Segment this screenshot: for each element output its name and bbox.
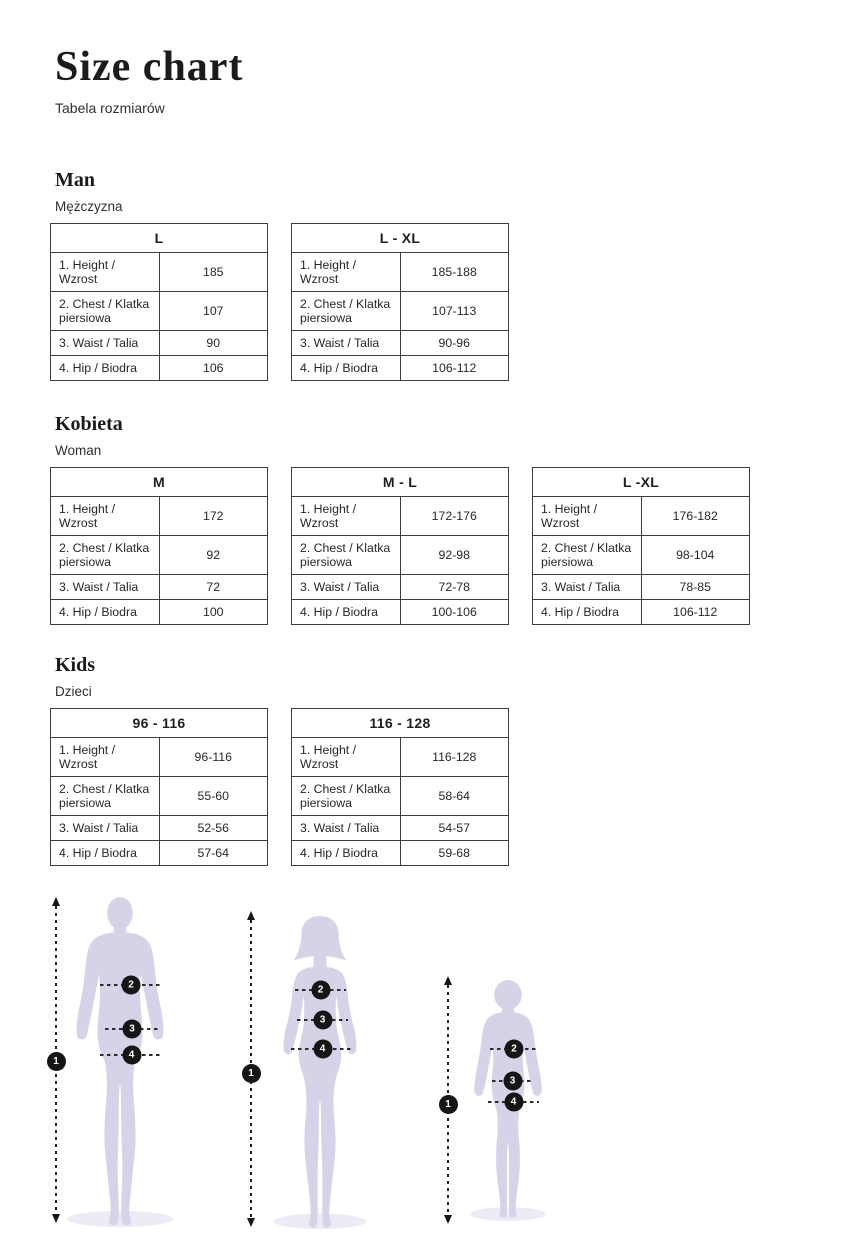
height-arrow — [250, 913, 252, 1225]
measure-value: 92 — [159, 536, 268, 575]
woman-tables — [50, 467, 808, 625]
table-row — [292, 841, 509, 866]
measure-value: 98-104 — [641, 536, 750, 575]
man-tables — [50, 223, 808, 381]
measure-label: 1. Height / Wzrost — [51, 497, 160, 536]
measure-value: 176-182 — [641, 497, 750, 536]
arrow-down-icon — [52, 1214, 60, 1223]
measure-value: 172 — [159, 497, 268, 536]
size-header: 116 - 128 — [292, 709, 509, 738]
chest-marker: 2 — [505, 1040, 524, 1059]
man-neck — [114, 920, 127, 934]
measure-value: 106-112 — [641, 600, 750, 625]
measure-value: 96-116 — [159, 738, 268, 777]
measure-label: 1. Height / Wzrost — [292, 738, 401, 777]
measure-value: 57-64 — [159, 841, 268, 866]
measure-value: 59-68 — [400, 841, 509, 866]
table-row — [292, 738, 509, 777]
table-row — [51, 356, 268, 381]
woman-body — [284, 966, 357, 1227]
table-row — [51, 536, 268, 575]
size-header: M — [51, 468, 268, 497]
floor-shadow — [274, 1214, 367, 1230]
measure-value: 55-60 — [159, 777, 268, 816]
measure-value: 78-85 — [641, 575, 750, 600]
chest-marker: 2 — [122, 976, 141, 995]
woman-silhouette — [262, 916, 378, 1230]
section-subheading: Woman — [55, 443, 102, 458]
measure-label: 2. Chest / Klatka piersiowa — [292, 777, 401, 816]
measure-value: 172-176 — [400, 497, 509, 536]
waist-line — [492, 1075, 533, 1086]
measure-value: 106 — [159, 356, 268, 381]
measure-label: 2. Chest / Klatka piersiowa — [292, 292, 401, 331]
arrow-down-icon — [247, 1218, 255, 1227]
measure-label: 4. Hip / Biodra — [51, 356, 160, 381]
measure-value: 54-57 — [400, 816, 509, 841]
hip-marker: 4 — [504, 1093, 523, 1112]
floor-shadow — [67, 1211, 174, 1227]
size-header: L — [51, 224, 268, 253]
measure-value: 185 — [159, 253, 268, 292]
measurement-diagram — [50, 894, 808, 1254]
table-row — [292, 356, 509, 381]
waist-line — [297, 1014, 348, 1025]
woman-neck — [314, 955, 327, 969]
section-heading: Man — [55, 169, 95, 191]
woman-figure — [248, 911, 423, 1246]
table-row — [292, 816, 509, 841]
chest-line — [295, 984, 346, 995]
measure-value: 106-112 — [400, 356, 509, 381]
measure-label: 2. Chest / Klatka piersiowa — [533, 536, 642, 575]
table-row — [51, 253, 268, 292]
measure-label: 3. Waist / Talia — [51, 575, 160, 600]
height-marker: 1 — [439, 1095, 458, 1114]
arrow-up-icon — [52, 897, 60, 906]
measure-label: 2. Chest / Klatka piersiowa — [51, 292, 160, 331]
measure-label: 4. Hip / Biodra — [533, 600, 642, 625]
man-body — [77, 932, 164, 1225]
waist-marker: 3 — [313, 1011, 332, 1030]
measure-value: 107 — [159, 292, 268, 331]
chest-line — [100, 979, 162, 990]
hip-marker: 4 — [313, 1040, 332, 1059]
height-arrow — [55, 899, 57, 1221]
page-title: Size chart — [55, 44, 244, 90]
table-row — [292, 536, 509, 575]
arrow-up-icon — [247, 911, 255, 920]
table-row — [533, 575, 750, 600]
measure-label: 3. Waist / Talia — [292, 816, 401, 841]
measure-label: 1. Height / Wzrost — [51, 738, 160, 777]
measure-value: 90 — [159, 331, 268, 356]
table-row — [51, 331, 268, 356]
measure-label: 4. Hip / Biodra — [292, 356, 401, 381]
hip-marker: 4 — [122, 1046, 141, 1065]
measure-label: 4. Hip / Biodra — [51, 841, 160, 866]
waist-line — [105, 1023, 159, 1034]
measure-value: 100-106 — [400, 600, 509, 625]
height-marker: 1 — [242, 1064, 261, 1083]
measure-label: 1. Height / Wzrost — [292, 497, 401, 536]
section-man — [50, 170, 808, 381]
measure-label: 1. Height / Wzrost — [51, 253, 160, 292]
section-kids — [50, 655, 808, 866]
size-table-man-l — [50, 223, 268, 381]
size-header: M - L — [292, 468, 509, 497]
kids-tables — [50, 708, 808, 866]
section-heading: Kids — [55, 654, 96, 676]
hip-line — [100, 1049, 163, 1060]
table-row — [292, 575, 509, 600]
arrow-up-icon — [444, 976, 452, 985]
measure-label: 1. Height / Wzrost — [533, 497, 642, 536]
table-row — [51, 497, 268, 536]
table-row — [51, 816, 268, 841]
table-row — [533, 600, 750, 625]
measure-value: 52-56 — [159, 816, 268, 841]
size-table-man-l-xl — [291, 223, 509, 381]
man-figure — [55, 896, 240, 1246]
size-header: 96 - 116 — [51, 709, 268, 738]
measure-value: 107-113 — [400, 292, 509, 331]
measure-value: 90-96 — [400, 331, 509, 356]
measure-value: 58-64 — [400, 777, 509, 816]
table-row — [292, 497, 509, 536]
table-row — [292, 292, 509, 331]
size-header: L -XL — [533, 468, 750, 497]
table-row — [292, 331, 509, 356]
size-table-kids-116-128 — [291, 708, 509, 866]
measure-label: 2. Chest / Klatka piersiowa — [51, 536, 160, 575]
measure-label: 3. Waist / Talia — [292, 575, 401, 600]
hip-line — [488, 1096, 539, 1107]
table-row — [51, 600, 268, 625]
measure-label: 4. Hip / Biodra — [292, 600, 401, 625]
size-table-woman-m-l — [291, 467, 509, 625]
measure-value: 72 — [159, 575, 268, 600]
section-heading: Kobieta — [55, 413, 123, 435]
chest-line — [490, 1043, 538, 1054]
measure-value: 116-128 — [400, 738, 509, 777]
section-subheading: Dzieci — [55, 684, 92, 699]
table-row — [292, 253, 509, 292]
measure-label: 4. Hip / Biodra — [292, 841, 401, 866]
measure-label: 3. Waist / Talia — [292, 331, 401, 356]
measure-label: 2. Chest / Klatka piersiowa — [292, 536, 401, 575]
woman-head — [293, 916, 346, 961]
table-row — [51, 575, 268, 600]
measure-label: 3. Waist / Talia — [51, 331, 160, 356]
waist-marker: 3 — [503, 1072, 522, 1091]
measure-label: 3. Waist / Talia — [51, 816, 160, 841]
measure-value: 72-78 — [400, 575, 509, 600]
height-marker: 1 — [47, 1052, 66, 1071]
arrow-down-icon — [444, 1215, 452, 1224]
table-row — [51, 777, 268, 816]
measure-label: 4. Hip / Biodra — [51, 600, 160, 625]
section-woman — [50, 414, 808, 625]
table-row — [51, 292, 268, 331]
kid-figure — [445, 976, 605, 1246]
page-subtitle: Tabela rozmiarów — [55, 100, 165, 116]
measure-label: 3. Waist / Talia — [533, 575, 642, 600]
floor-shadow — [470, 1207, 546, 1221]
size-header: L - XL — [292, 224, 509, 253]
man-silhouette — [62, 896, 178, 1230]
height-arrow — [447, 978, 449, 1222]
size-table-woman-m — [50, 467, 268, 625]
size-table-kids-96-116 — [50, 708, 268, 866]
size-table-woman-l-xl — [532, 467, 750, 625]
table-row — [51, 841, 268, 866]
waist-marker: 3 — [123, 1020, 142, 1039]
table-row — [533, 497, 750, 536]
table-row — [292, 777, 509, 816]
table-row — [292, 600, 509, 625]
chest-marker: 2 — [311, 981, 330, 1000]
table-row — [533, 536, 750, 575]
measure-label: 1. Height / Wzrost — [292, 253, 401, 292]
table-row — [51, 738, 268, 777]
hip-line — [291, 1043, 354, 1054]
measure-value: 100 — [159, 600, 268, 625]
measure-value: 92-98 — [400, 536, 509, 575]
section-subheading: Mężczyzna — [55, 199, 123, 214]
measure-value: 185-188 — [400, 253, 509, 292]
measure-label: 2. Chest / Klatka piersiowa — [51, 777, 160, 816]
